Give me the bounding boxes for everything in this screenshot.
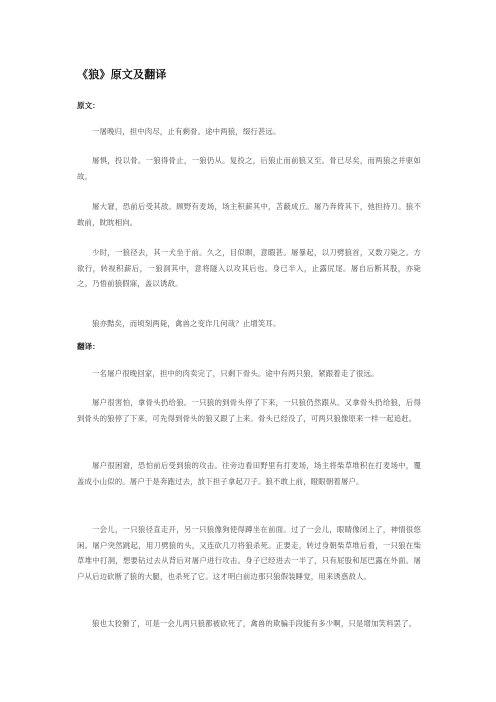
translation-label: 翻译： bbox=[77, 342, 100, 351]
translation-paragraph-1: 一名屠户很晚回家，担中的肉卖完了，只剩下骨头。途中有两只狼，紧跟着走了很远。 bbox=[92, 369, 379, 378]
translation-paragraph-5: 狼也太狡猾了，可是一会儿两只狼都被砍死了，禽兽的欺骗手段能有多少啊，只是增加笑料罢了。 bbox=[92, 619, 417, 628]
original-paragraph-4: 少时，一狼径去，其一犬坐于前。久之，目似瞑，意暇甚。屠暴起，以刀劈狼首，又数刀毙之。方欲行，转视积薪后，一狼洞其中，意将隧入以攻其后也。身已半入，止露尻尾。屠自后断其股，亦毙之。乃悟前狼假寐，盖以诱敌。 bbox=[77, 248, 421, 288]
original-text-label: 原文： bbox=[77, 101, 100, 110]
original-paragraph-1: 一屠晚归，担中肉尽，止有剩骨。途中两狼，缀行甚远。 bbox=[92, 127, 281, 136]
translation-paragraph-3: 屠户很困窘，恐怕前后受到狼的攻击。往旁边看田野里有打麦场，场主将柴草堆积在打麦场中，覆盖成小山似的。屠户于是奔跑过去，放下担子拿起刀子。狼不敢上前，瞪眼朝着屠户。 bbox=[77, 461, 421, 486]
translation-paragraph-4: 一会儿，一只狼径直走开，另一只狼像狗使得蹲坐在前面。过了一会儿，眼睛像闭上了，神情很悠闲。屠户突然跳起，用刀劈狼的头，又连砍几刀将狼杀死。正要走，转过身朝柴草堆后看，一只狼在柴草堆中打洞，想要钻过去从背后对屠户进行攻击。身子已经进去一半了，只有屁股和尾巴露在外面。屠户从后边砍断了狼的大腿，也杀死了它。这才明白前边那只狼假装睡觉，用来诱惑敌人。 bbox=[77, 525, 421, 581]
translation-paragraph-2: 屠户很害怕，拿骨头扔给狼。一只狼的到骨头停了下来，一只狼仍然跟从。又拿骨头扔给狼，后得到骨头的狼停了下来，可先得到骨头的狼又跟了上来。骨头已经没了，可两只狼像原来一样一起追赶。 bbox=[77, 398, 421, 423]
original-paragraph-2: 屠惧，投以骨。一狼得骨止，一狼仍从。复投之，后狼止而前狼又至。骨已尽矣，而两狼之并驱如故。 bbox=[77, 156, 421, 181]
original-paragraph-5: 狼亦黠矣，而顷刻两毙，禽兽之变诈几何哉？止增笑耳。 bbox=[92, 319, 281, 328]
page-title: 《狼》原文及翻译 bbox=[77, 68, 167, 81]
original-paragraph-3: 屠大窘，恐前后受其敌。顾野有麦场，场主积薪其中，苫蔽成丘。屠乃奔倚其下，弛担持刀。狼不敢前，眈眈相向。 bbox=[77, 202, 421, 227]
